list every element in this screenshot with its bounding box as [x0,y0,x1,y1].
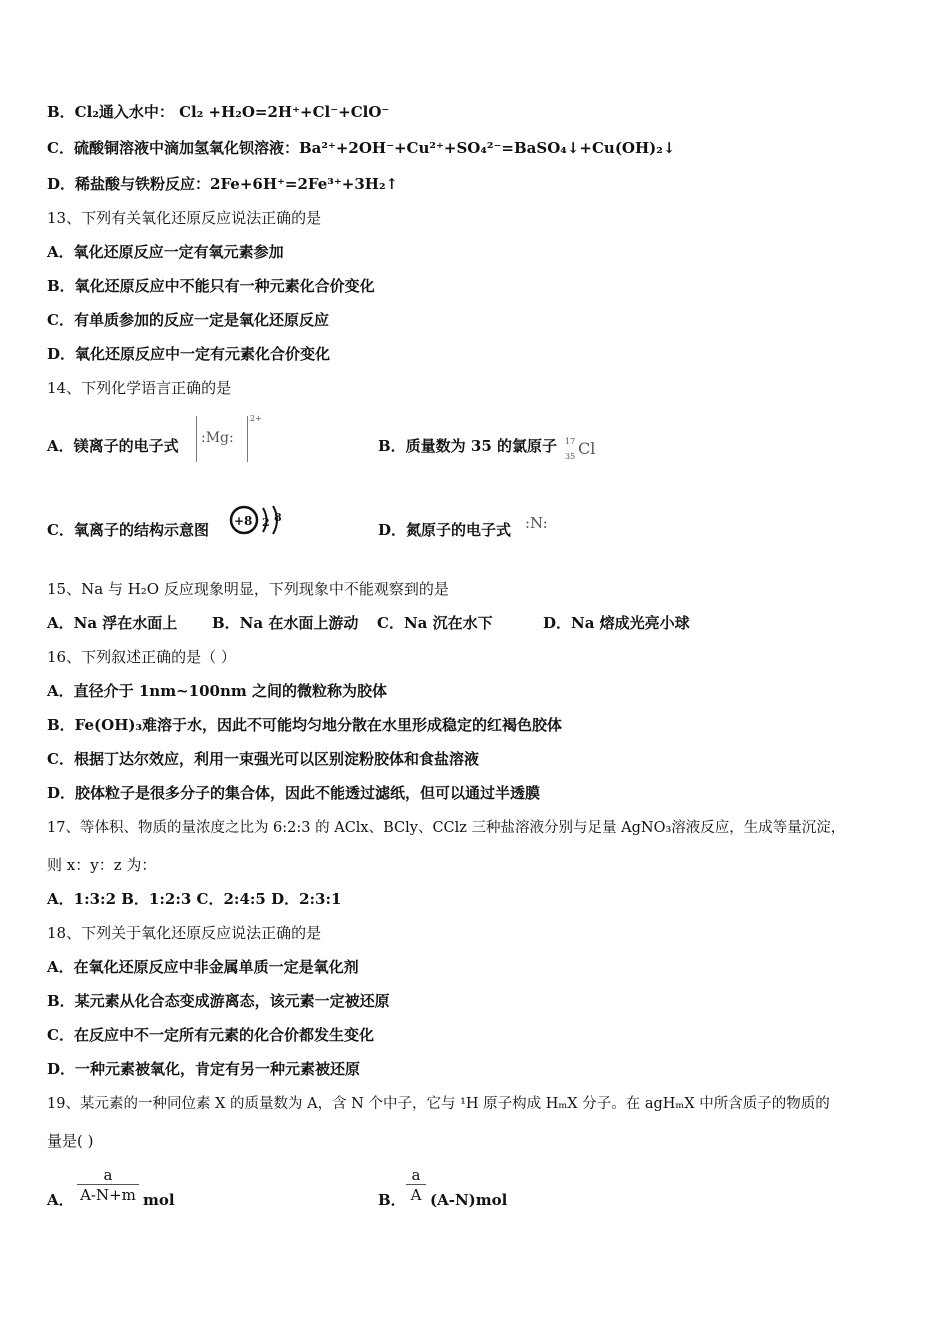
fraction-numerator: a [103,1166,113,1184]
question-13: 13、下列有关氧化还原反应说法正确的是 [47,209,322,227]
option-18c: C．在反应中不一定所有元素的化合价都发生变化 [47,1026,374,1044]
fraction-denominator: A-N+m [77,1184,139,1204]
option-19b-fraction [406,1166,426,1204]
option-12d: D．稀盐酸与铁粉反应：2Fe+6H⁺=2Fe³⁺+3H₂↑ [47,175,399,193]
cl-mass-number: 35 [565,452,576,461]
option-19b-unit: (A-N)mol [430,1191,508,1209]
question-18: 18、下列关于氧化还原反应说法正确的是 [47,924,322,942]
option-14d: D．氮原子的电子式 [378,521,512,539]
option-15d: D．Na 熔成光亮小球 [543,614,690,632]
option-13a: A．氧化还原反应一定有氧元素参加 [47,243,284,261]
cl-atomic-number: 17 [565,437,576,446]
option-16c: C．根据丁达尔效应，利用一束强光可以区别淀粉胶体和食盐溶液 [47,750,479,768]
question-15: 15、Na 与 H₂O 反应现象明显，下列现象中不能观察到的是 [47,580,449,598]
option-12b: B．Cl₂通入水中： Cl₂ +H₂O=2H⁺+Cl⁻+ClO⁻ [47,103,390,121]
question-16: 16、下列叙述正确的是（ ） [47,648,236,666]
shell-2: 8 [274,511,282,524]
option-16a: A．直径介于 1nm~100nm 之间的微粒称为胶体 [47,682,387,700]
option-13b: B．氧化还原反应中不能只有一种元素化合价变化 [47,277,375,295]
nucleus-charge: +8 [234,514,253,528]
question-19-cont: 量是( ) [47,1132,94,1150]
mg-electron-formula: :Mg: [201,430,234,446]
question-17-cont: 则 x：y：z 为： [47,856,157,874]
option-13d: D．氧化还原反应中一定有元素化合价变化 [47,345,331,363]
option-13c: C．有单质参加的反应一定是氧化还原反应 [47,311,329,329]
option-19a-fraction [77,1166,139,1204]
n-electron-formula: :N: [525,514,548,532]
option-15a: A．Na 浮在水面上 [47,614,178,632]
question-17: 17、等体积、物质的量浓度之比为 6:2:3 的 AClx、BCly、CClz 三种盐溶液分别与足量 AgNO₃溶液反应，生成等量沉淀， [47,820,846,836]
option-14a: A．镁离子的电子式 [47,437,179,455]
shell-1: 2 [262,516,270,529]
question-19: 19、某元素的一种同位素 X 的质量数为 A，含 N 个中子，它与 ¹H 原子构成 HₘX 分子。在 agHₘX 中所含质子的物质的 [47,1096,830,1112]
option-14c: C．氧离子的结构示意图 [47,521,209,539]
option-15b: B．Na 在水面上游动 [212,614,359,632]
option-14b: B．质量数为 35 的氯原子 [378,437,557,455]
options-17: A．1:3:2 B．1:2:3 C．2:4:5 D．2:3:1 [47,890,342,908]
mg-charge: 2+ [250,414,262,423]
option-16d: D．胶体粒子是很多分子的集合体，因此不能透过滤纸，但可以通过半透膜 [47,784,541,802]
fraction-denominator: A [406,1184,426,1204]
option-18d: D．一种元素被氧化，肯定有另一种元素被还原 [47,1060,361,1078]
question-14: 14、下列化学语言正确的是 [47,379,232,397]
option-19b-label: B． [378,1191,406,1209]
option-19a-label: A． [47,1191,74,1209]
option-12c: C．硫酸铜溶液中滴加氢氧化钡溶液：Ba²⁺+2OH⁻+Cu²⁺+SO₄²⁻=BaSO₄↓+Cu(OH)₂↓ [47,139,676,157]
option-18a: A．在氧化还原反应中非金属单质一定是氧化剂 [47,958,359,976]
option-15c: C．Na 沉在水下 [377,614,493,632]
option-16b: B．Fe(OH)₃难溶于水，因此不可能均匀地分散在水里形成稳定的红褐色胶体 [47,716,563,734]
cl-symbol: Cl [578,439,596,458]
fraction-numerator: a [411,1166,421,1184]
option-18b: B．某元素从化合态变成游离态，该元素一定被还原 [47,992,390,1010]
mg-ion-bracket [196,416,248,462]
option-19a-unit: mol [143,1191,175,1209]
oxygen-ion-diagram [227,504,287,538]
